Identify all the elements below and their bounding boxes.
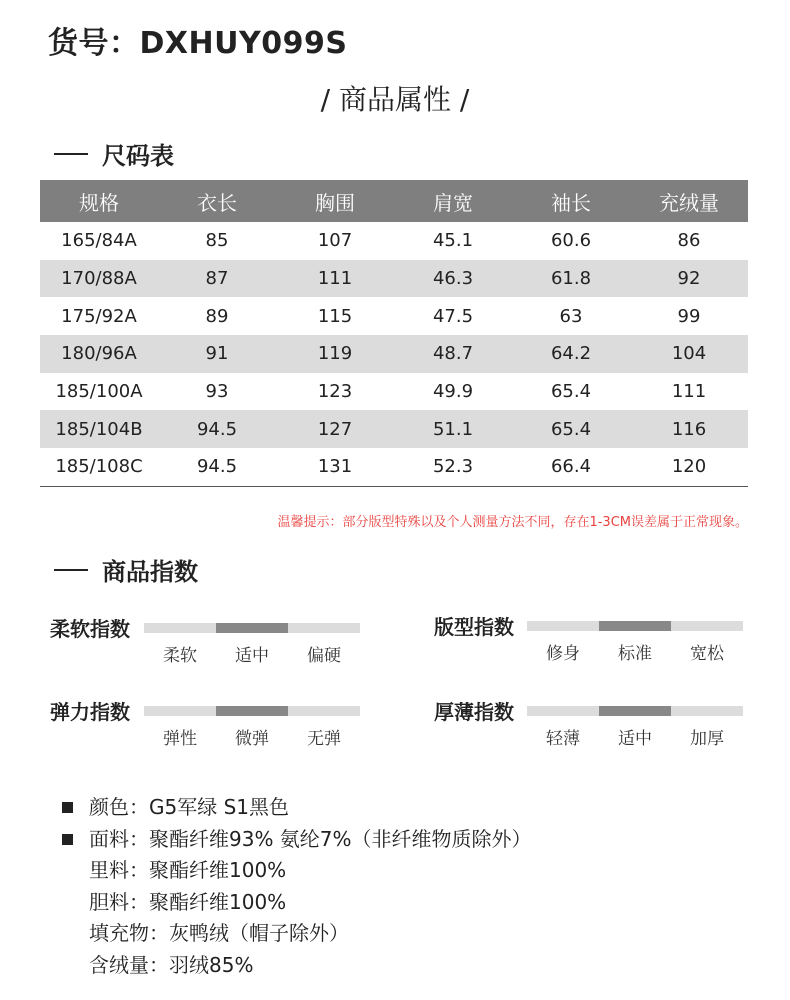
index-bar-segment xyxy=(671,621,743,631)
spec-item-filling xyxy=(62,918,532,950)
index-bar-segment xyxy=(527,621,599,631)
table-cell: 107 xyxy=(317,230,353,252)
column-header: 衣长 xyxy=(158,180,276,222)
index-option: 适中 xyxy=(235,646,269,666)
index-heading-text: 商品指数 xyxy=(102,558,198,586)
heading-dash xyxy=(54,153,88,155)
spec-item-down-content xyxy=(62,950,532,982)
index-label: 弹力指数 xyxy=(50,700,130,724)
index-bar-segment xyxy=(599,706,671,716)
column-header: 袖长 xyxy=(512,180,630,222)
size-note: 温馨提示：部分版型特殊以及个人测量方法不同，存在1-3CM误差属于正常现象。 xyxy=(277,515,748,530)
table-cell: 65.4 xyxy=(512,410,630,448)
table-cell: 63 xyxy=(559,305,583,327)
heading-dash xyxy=(54,569,88,571)
index-option: 微弹 xyxy=(235,729,269,749)
table-cell: 85 xyxy=(205,230,229,252)
column-header: 规格 xyxy=(40,180,158,222)
index-option: 加厚 xyxy=(690,729,724,749)
table-cell: 52.3 xyxy=(394,448,512,486)
table-cell: 87 xyxy=(158,260,276,298)
table-cell: 185/104B xyxy=(40,410,158,448)
table-cell: 66.4 xyxy=(512,448,630,486)
table-cell: 104 xyxy=(630,335,748,373)
table-cell: 180/96A xyxy=(40,335,158,373)
index-bar xyxy=(527,621,743,631)
table-row xyxy=(40,373,748,411)
table-cell: 120 xyxy=(630,448,748,486)
table-cell: 93 xyxy=(205,381,229,403)
section-title: / 商品属性 / xyxy=(320,83,470,116)
table-cell: 94.5 xyxy=(158,448,276,486)
spec-text: 含绒量：羽绒85% xyxy=(89,952,254,977)
spec-list xyxy=(62,792,532,981)
index-bar-segment xyxy=(216,623,288,633)
size-chart-heading-text: 尺码表 xyxy=(102,142,174,170)
table-cell: 165/84A xyxy=(61,230,137,252)
table-cell: 91 xyxy=(158,335,276,373)
table-cell: 170/88A xyxy=(40,260,158,298)
index-bar-segment xyxy=(599,621,671,631)
table-cell: 94.5 xyxy=(158,410,276,448)
index-options xyxy=(144,641,360,666)
table-row xyxy=(40,448,748,486)
index-option: 偏硬 xyxy=(307,646,341,666)
index-bar-segment xyxy=(144,623,216,633)
table-cell: 89 xyxy=(205,305,229,327)
index-bar xyxy=(527,706,743,716)
spec-item-lining xyxy=(62,855,532,887)
table-row xyxy=(40,222,748,260)
square-bullet-icon xyxy=(62,802,73,813)
table-cell: 175/92A xyxy=(61,305,137,327)
table-cell: 99 xyxy=(677,305,701,327)
index-bar-segment xyxy=(216,706,288,716)
table-cell: 64.2 xyxy=(512,335,630,373)
index-bar xyxy=(144,623,360,633)
index-option: 弹性 xyxy=(163,729,197,749)
table-cell: 92 xyxy=(630,260,748,298)
spec-text: 面料：聚酯纤维93% 氨纶7%（非纤维物质除外） xyxy=(89,826,532,851)
index-options xyxy=(527,724,743,749)
spec-text: 胆料：聚酯纤维100% xyxy=(89,889,287,914)
index-option: 无弹 xyxy=(307,729,341,749)
index-bar-segment xyxy=(288,706,360,716)
table-cell: 119 xyxy=(276,335,394,373)
table-row xyxy=(40,410,748,448)
index-option: 适中 xyxy=(618,729,652,749)
index-options xyxy=(527,639,743,664)
spec-item-color xyxy=(62,792,532,824)
index-option: 修身 xyxy=(546,644,580,664)
table-row xyxy=(40,297,748,335)
column-header: 胸围 xyxy=(276,180,394,222)
table-cell: 116 xyxy=(630,410,748,448)
spec-item-fabric xyxy=(62,824,532,856)
column-header: 肩宽 xyxy=(394,180,512,222)
spec-text: 里料：聚酯纤维100% xyxy=(89,858,287,882)
index-bar-segment xyxy=(144,706,216,716)
spec-text: 颜色：G5军绿 S1黑色 xyxy=(89,795,289,819)
index-heading xyxy=(54,552,198,587)
size-chart-body xyxy=(40,222,748,486)
table-cell: 185/108C xyxy=(40,448,158,486)
table-cell: 45.1 xyxy=(432,230,474,252)
table-cell: 49.9 xyxy=(432,381,474,403)
table-cell: 127 xyxy=(276,410,394,448)
table-cell: 51.1 xyxy=(394,410,512,448)
column-header: 充绒量 xyxy=(630,180,748,222)
table-header-row xyxy=(40,180,748,222)
table-cell: 47.5 xyxy=(432,305,474,327)
index-bar-segment xyxy=(527,706,599,716)
table-cell: 111 xyxy=(276,260,394,298)
table-cell: 60.6 xyxy=(550,230,592,252)
index-options xyxy=(144,724,360,749)
spec-item-inner xyxy=(62,887,532,919)
size-chart-table xyxy=(40,180,748,487)
index-bar xyxy=(144,706,360,716)
table-row xyxy=(40,260,748,298)
product-sku: 货号：DXHUY099S xyxy=(48,26,348,61)
table-cell: 65.4 xyxy=(550,381,592,403)
index-option: 宽松 xyxy=(690,644,724,664)
index-bar-segment xyxy=(671,706,743,716)
index-label: 厚薄指数 xyxy=(434,700,514,724)
index-option: 标准 xyxy=(618,644,652,664)
size-chart-heading xyxy=(54,136,174,171)
table-cell: 48.7 xyxy=(394,335,512,373)
table-cell: 46.3 xyxy=(394,260,512,298)
table-cell: 86 xyxy=(677,230,701,252)
index-option: 柔软 xyxy=(163,646,197,666)
index-bar-segment xyxy=(288,623,360,633)
index-label: 版型指数 xyxy=(434,615,514,639)
table-cell: 131 xyxy=(276,448,394,486)
table-cell: 115 xyxy=(317,305,353,327)
index-label: 柔软指数 xyxy=(50,617,130,641)
table-cell: 61.8 xyxy=(512,260,630,298)
table-cell: 185/100A xyxy=(55,381,143,403)
spec-text: 填充物：灰鸭绒（帽子除外） xyxy=(89,921,349,945)
table-cell: 123 xyxy=(317,381,353,403)
square-bullet-icon xyxy=(62,834,73,845)
table-row xyxy=(40,335,748,373)
index-option: 轻薄 xyxy=(546,729,580,749)
table-cell: 111 xyxy=(671,381,707,403)
